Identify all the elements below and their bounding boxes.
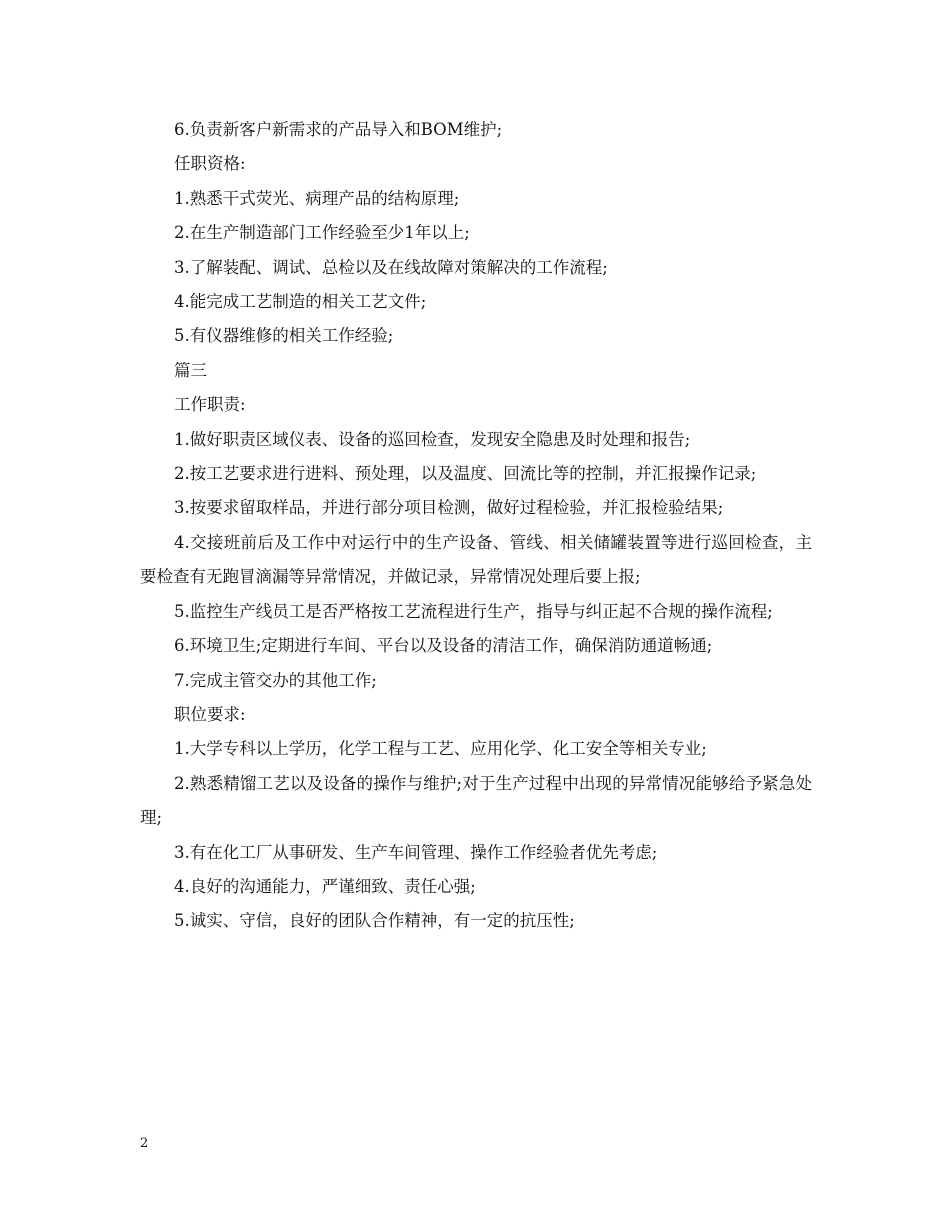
paragraph: 4.良好的沟通能力，严谨细致、责任心强;: [174, 876, 476, 896]
section-heading: 任职资格:: [174, 154, 246, 174]
paragraph: 2.在生产制造部门工作经验至少1年以上;: [174, 223, 470, 243]
paragraph: 7.完成主管交办的其他工作;: [174, 670, 377, 690]
paragraph: 3.有在化工厂从事研发、生产车间管理、操作工作经验者优先考虑;: [174, 842, 658, 862]
section-heading: 职位要求:: [174, 704, 246, 724]
paragraph: 6.负责新客户新需求的产品导入和BOM维护;: [174, 120, 503, 139]
paragraph: 6.环境卫生;定期进行车间、平台以及设备的清洁工作，确保消防通道畅通;: [174, 636, 713, 656]
paragraph: 5.有仪器维修的相关工作经验;: [174, 326, 394, 346]
paragraph: 5.诚实、守信，良好的团队合作精神，有一定的抗压性;: [174, 911, 575, 931]
section-heading: 工作职责:: [174, 395, 246, 415]
paragraph: 4.能完成工艺制造的相关工艺文件;: [174, 292, 427, 312]
paragraph: 1.大学专科以上学历，化学工程与工艺、应用化学、化工安全等相关专业;: [174, 739, 707, 759]
paragraph: 2.熟悉精馏工艺以及设备的操作与维护;对于生产过程中出现的异常情况能够给予紧急处理;: [140, 773, 812, 828]
paragraph: 1.熟悉干式荧光、病理产品的结构原理;: [174, 188, 460, 208]
paragraph: 4.交接班前后及工作中对运行中的生产设备、管线、相关储罐装置等进行巡回检查，主要检查有无跑冒滴漏等异常情况，并做记录，异常情况处理后要上报;: [140, 532, 812, 587]
paragraph: 1.做好职责区域仪表、设备的巡回检查，发现安全隐患及时处理和报告;: [174, 429, 691, 449]
paragraph: 5.监控生产线员工是否严格按工艺流程进行生产，指导与纠正起不合规的操作流程;: [174, 601, 773, 621]
paragraph: 3.按要求留取样品，并进行部分项目检测，做好过程检验，并汇报检验结果;: [174, 498, 724, 518]
page-number: 2: [140, 1136, 149, 1151]
paragraph: 2.按工艺要求进行进料、预处理，以及温度、回流比等的控制，并汇报操作记录;: [174, 464, 757, 484]
paragraph: 3.了解装配、调试、总检以及在线故障对策解决的工作流程;: [174, 257, 608, 277]
section-heading: 篇三: [174, 360, 207, 380]
document-body: [140, 113, 812, 939]
